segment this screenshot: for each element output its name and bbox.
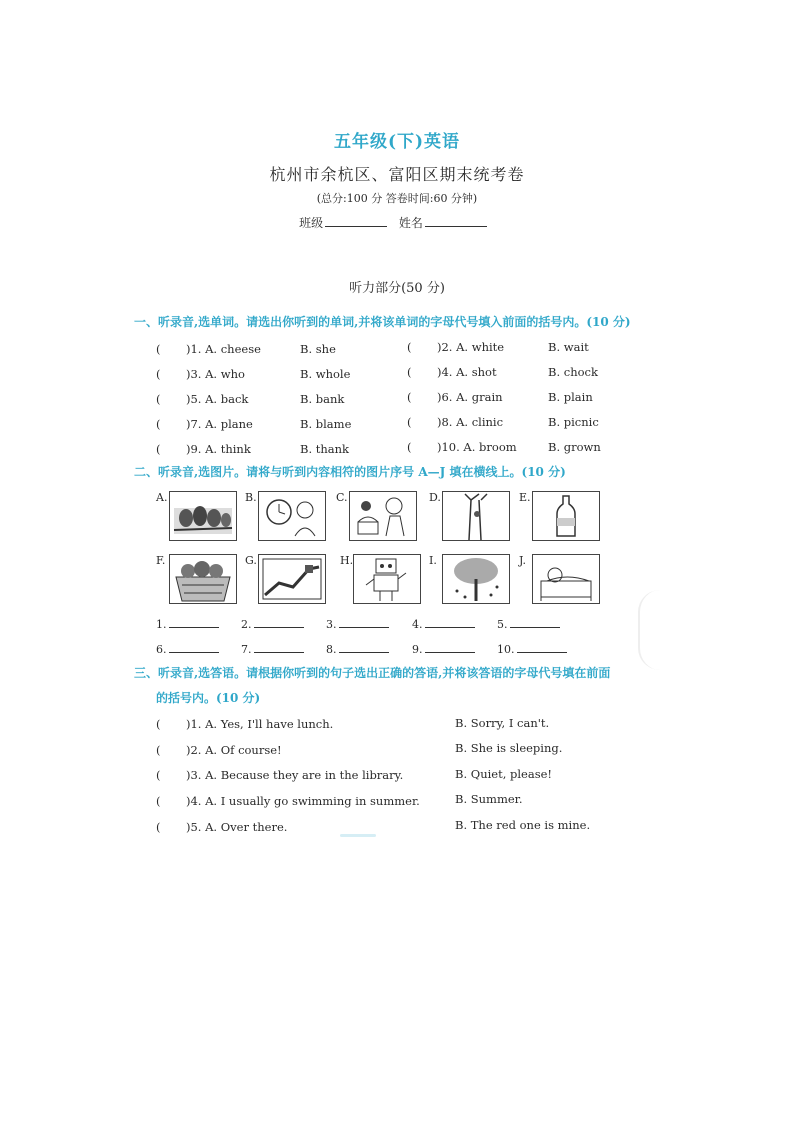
option-b: B. bank bbox=[300, 392, 345, 406]
option-a: )10. A. broom bbox=[437, 440, 517, 454]
answer-blank[interactable]: 4. bbox=[412, 617, 475, 631]
section2-heading: 二、听录音,选图片。请将与听到内容相符的图片序号 A—J 填在横线上。(10 分) bbox=[134, 465, 566, 479]
picture-label: J. bbox=[519, 554, 527, 567]
answer-blank[interactable]: 5. bbox=[497, 617, 560, 631]
answer-blank[interactable]: 2. bbox=[241, 617, 304, 631]
option-b: B. The red one is mine. bbox=[455, 818, 591, 832]
answer-paren[interactable]: ( bbox=[156, 417, 161, 431]
answer-paren[interactable]: ( bbox=[156, 342, 161, 356]
option-a: )3. A. who bbox=[186, 367, 245, 381]
option-a: )8. A. clinic bbox=[437, 415, 504, 429]
section3-heading: 三、听录音,选答语。请根据你听到的句子选出正确的答语,并将该答语的字母代号填在前面 bbox=[134, 666, 611, 680]
answer-paren[interactable]: ( bbox=[407, 440, 412, 454]
answer-paren[interactable]: ( bbox=[156, 743, 161, 757]
tree-trunk-icon[interactable] bbox=[442, 491, 510, 541]
option-a: )3. A. Because they are in the library. bbox=[186, 768, 404, 782]
option-b: B. picnic bbox=[548, 415, 599, 429]
answer-paren[interactable]: ( bbox=[407, 340, 412, 354]
robot-icon[interactable] bbox=[353, 554, 421, 604]
exam-info: (总分:100 分 答卷时间:60 分钟) bbox=[316, 192, 478, 205]
picture-label: I. bbox=[429, 554, 437, 567]
sick-in-bed-icon[interactable] bbox=[532, 554, 600, 604]
option-b: B. plain bbox=[548, 390, 593, 404]
section1-heading: 一、听录音,选单词。请选出你听到的单词,并将该单词的字母代号填入前面的括号内。(10 分) bbox=[134, 315, 631, 329]
option-b: B. Sorry, I can't. bbox=[455, 716, 550, 730]
name-blank[interactable] bbox=[425, 214, 487, 227]
option-a: )1. A. cheese bbox=[186, 342, 261, 356]
picture-label: H. bbox=[340, 554, 354, 567]
answer-paren[interactable]: ( bbox=[156, 367, 161, 381]
picture-label: E. bbox=[519, 491, 531, 504]
option-b: B. whole bbox=[300, 367, 351, 381]
picture-label: C. bbox=[336, 491, 348, 504]
picture-label: F. bbox=[156, 554, 166, 567]
scan-mark bbox=[340, 834, 376, 837]
option-a: )5. A. Over there. bbox=[186, 820, 288, 834]
option-b: B. chock bbox=[548, 365, 598, 379]
answer-blank[interactable]: 3. bbox=[326, 617, 389, 631]
picture-label: D. bbox=[429, 491, 441, 504]
part-title: 听力部分(50 分) bbox=[349, 281, 445, 296]
answer-paren[interactable]: ( bbox=[156, 717, 161, 731]
option-b: B. Quiet, please! bbox=[455, 767, 553, 781]
option-a: )6. A. grain bbox=[437, 390, 503, 404]
answer-blank[interactable]: 10. bbox=[497, 642, 567, 656]
koalas-in-tree-icon[interactable] bbox=[169, 491, 237, 541]
answer-blank[interactable]: 7. bbox=[241, 642, 304, 656]
option-a: )4. A. I usually go swimming in summer. bbox=[186, 794, 420, 808]
answer-blank[interactable]: 8. bbox=[326, 642, 389, 656]
option-b: B. she bbox=[300, 342, 336, 356]
girl-picnic-basket-icon[interactable] bbox=[349, 491, 417, 541]
answer-blank[interactable]: 6. bbox=[156, 642, 219, 656]
fruit-basket-icon[interactable] bbox=[169, 554, 237, 604]
option-a: )4. A. shot bbox=[437, 365, 497, 379]
option-a: )2. A. white bbox=[437, 340, 505, 354]
option-a: )7. A. plane bbox=[186, 417, 253, 431]
bottle-icon[interactable] bbox=[532, 491, 600, 541]
answer-paren[interactable]: ( bbox=[407, 415, 412, 429]
class-blank[interactable] bbox=[325, 214, 387, 227]
page-title: 五年级(下)英语 bbox=[333, 132, 461, 152]
picture-label: B. bbox=[245, 491, 257, 504]
answer-paren[interactable]: ( bbox=[407, 390, 412, 404]
boy-with-clock-icon[interactable] bbox=[258, 491, 326, 541]
answer-paren[interactable]: ( bbox=[156, 820, 161, 834]
scan-mark bbox=[638, 590, 660, 670]
name-label: 姓名 bbox=[398, 216, 423, 230]
answer-blank[interactable]: 1. bbox=[156, 617, 219, 631]
option-a: )9. A. think bbox=[186, 442, 251, 456]
answer-paren[interactable]: ( bbox=[156, 768, 161, 782]
picture-label: A. bbox=[156, 491, 168, 504]
exam-subtitle: 杭州市余杭区、富阳区期末统考卷 bbox=[269, 165, 525, 184]
class-label: 班级 bbox=[299, 216, 324, 230]
option-b: B. thank bbox=[300, 442, 350, 456]
option-a: )2. A. Of course! bbox=[186, 743, 282, 757]
option-b: B. wait bbox=[548, 340, 589, 354]
picture-label: G. bbox=[245, 554, 257, 567]
answer-paren[interactable]: ( bbox=[156, 392, 161, 406]
great-wall-icon[interactable] bbox=[258, 554, 326, 604]
answer-paren[interactable]: ( bbox=[156, 442, 161, 456]
student-info-line bbox=[0, 214, 794, 231]
section3-heading-cont: 的括号内。(10 分) bbox=[156, 691, 261, 705]
answer-blank[interactable]: 9. bbox=[412, 642, 475, 656]
answer-paren[interactable]: ( bbox=[407, 365, 412, 379]
answer-paren[interactable]: ( bbox=[156, 794, 161, 808]
option-b: B. She is sleeping. bbox=[455, 741, 563, 755]
option-b: B. blame bbox=[300, 417, 352, 431]
autumn-tree-icon[interactable] bbox=[442, 554, 510, 604]
option-b: B. grown bbox=[548, 440, 601, 454]
option-a: )5. A. back bbox=[186, 392, 249, 406]
option-b: B. Summer. bbox=[455, 792, 523, 806]
option-a: )1. A. Yes, I'll have lunch. bbox=[186, 717, 334, 731]
